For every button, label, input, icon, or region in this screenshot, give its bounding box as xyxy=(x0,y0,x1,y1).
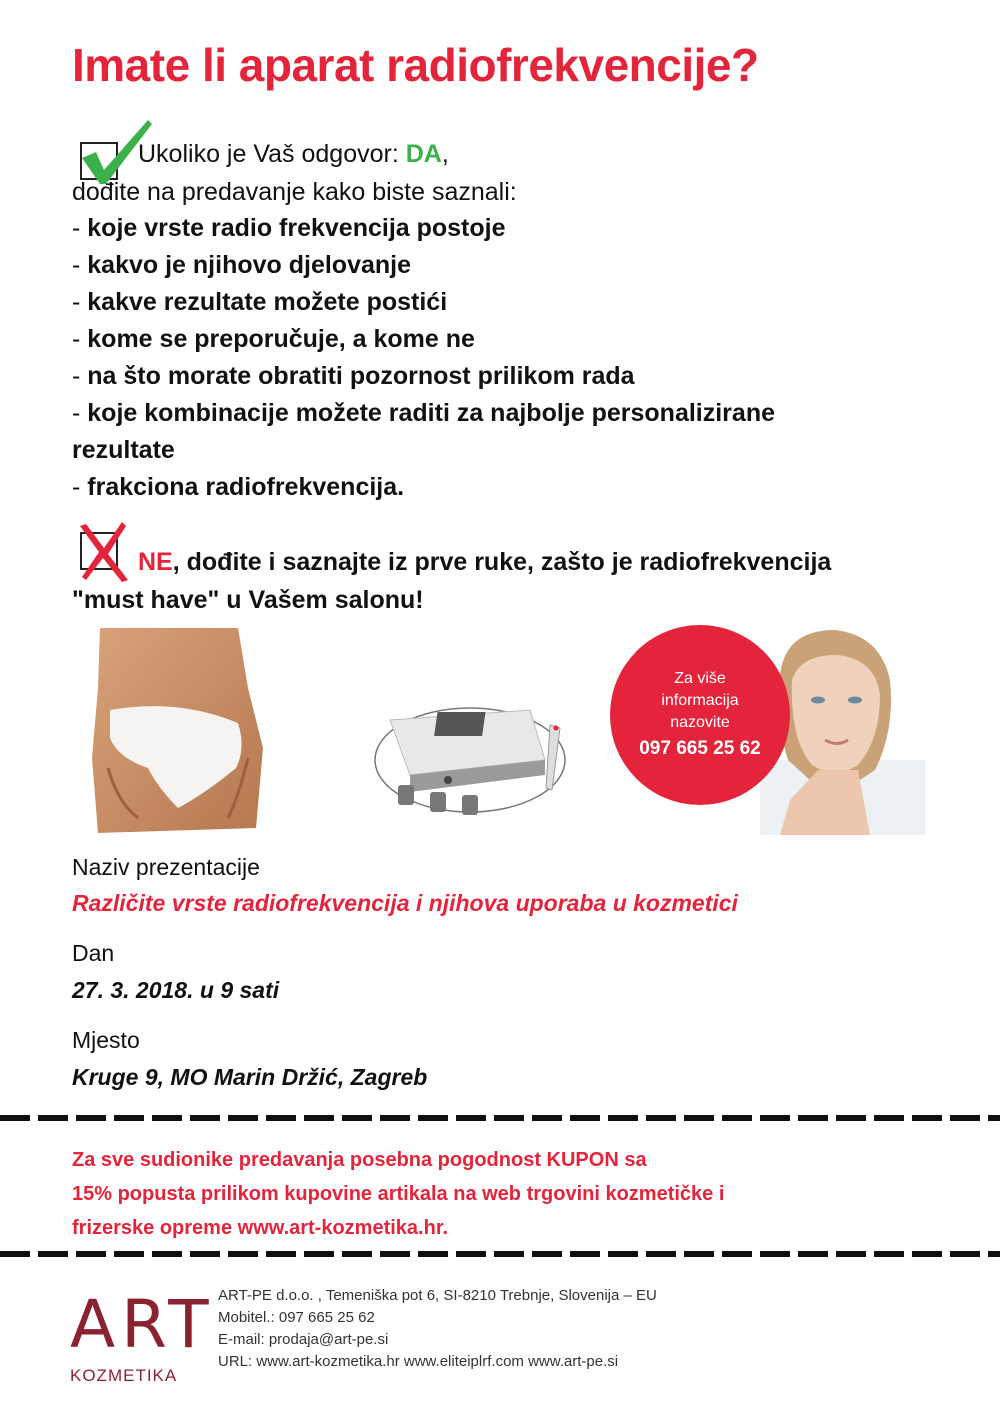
list-item: - koje vrste radio frekvencija postoje xyxy=(72,214,506,242)
no-answer-ne: NE xyxy=(138,548,173,576)
contact-info xyxy=(218,1285,657,1373)
page-title: Imate li aparat radiofrekvencije? xyxy=(72,39,759,91)
company-email[interactable]: E-mail: prodaja@art-pe.si xyxy=(218,1331,389,1348)
logo-main: ART xyxy=(70,1286,215,1363)
coupon-line1: Za sve sudionike predavanja posebna pogodnost KUPON sa xyxy=(72,1149,647,1171)
coupon-cut-line-top xyxy=(0,1115,1000,1121)
coupon-cut-line-bottom xyxy=(0,1251,1000,1257)
day-value: 27. 3. 2018. u 9 sati xyxy=(72,977,280,1003)
place-label: Mjesto xyxy=(72,1027,140,1053)
presentation-name-value: Različite vrste radiofrekvencija i njihova uporaba u kozmetici xyxy=(72,890,738,916)
presentation-name-label: Naziv prezentacije xyxy=(72,854,260,880)
art-kozmetika-logo xyxy=(70,1286,215,1400)
list-item: - frakciona radiofrekvencija. xyxy=(72,473,405,501)
yes-question-text xyxy=(138,140,449,169)
company-mobile: Mobitel.: 097 665 25 62 xyxy=(218,1309,375,1326)
coupon-text xyxy=(72,1143,952,1245)
callout-line3: nazovite xyxy=(670,714,730,731)
coupon-line3: frizerske opreme www.art-kozmetika.hr. xyxy=(72,1217,449,1239)
callout-line1: Za više xyxy=(674,670,726,687)
coupon-line2: 15% popusta prilikom kupovine artikala na web trgovini kozmetičke i xyxy=(72,1183,725,1205)
yes-answer-da: DA xyxy=(405,140,442,168)
logo-sub: KOZMETIKA xyxy=(70,1366,178,1385)
rf-device-photo xyxy=(370,680,570,820)
yes-answer-row xyxy=(72,118,772,178)
place-value: Kruge 9, MO Marin Držić, Zagreb xyxy=(72,1064,428,1090)
company-urls[interactable]: URL: www.art-kozmetika.hr www.eliteiplrf.com www.art-pe.si xyxy=(218,1353,619,1370)
body-photo xyxy=(88,628,268,838)
no-text-line1: NE, dođite i saznajte iz prve ruke, zašto je radiofrekvencija xyxy=(138,548,832,576)
yes-intro: dođite na predavanje kako biste saznali: xyxy=(72,178,517,206)
company-address: ART-PE d.o.o. , Temeniška pot 6, SI-8210 Trebnje, Slovenija – EU xyxy=(218,1287,657,1304)
list-item: - kakve rezultate možete postići xyxy=(72,288,448,316)
yes-suffix: , xyxy=(441,140,449,168)
list-item: - kakvo je njihovo djelovanje xyxy=(72,251,411,279)
list-item: - na što morate obratiti pozornost prilikom rada xyxy=(72,362,635,390)
list-item-continuation: rezultate xyxy=(72,436,175,464)
list-item: - kome se preporučuje, a kome ne xyxy=(72,325,475,353)
callout-line2: informacija xyxy=(661,692,739,709)
red-x-icon xyxy=(74,522,130,582)
topics-list xyxy=(72,210,952,506)
no-text-line2: "must have" u Vašem salonu! xyxy=(72,586,424,614)
contact-callout-circle xyxy=(610,625,790,805)
list-item: - koje kombinacije možete raditi za najbolje personalizirane xyxy=(72,399,775,427)
day-label: Dan xyxy=(72,940,115,966)
callout-phone: 097 665 25 62 xyxy=(639,738,761,759)
yes-prefix: Ukoliko je Vaš odgovor: xyxy=(138,140,406,168)
